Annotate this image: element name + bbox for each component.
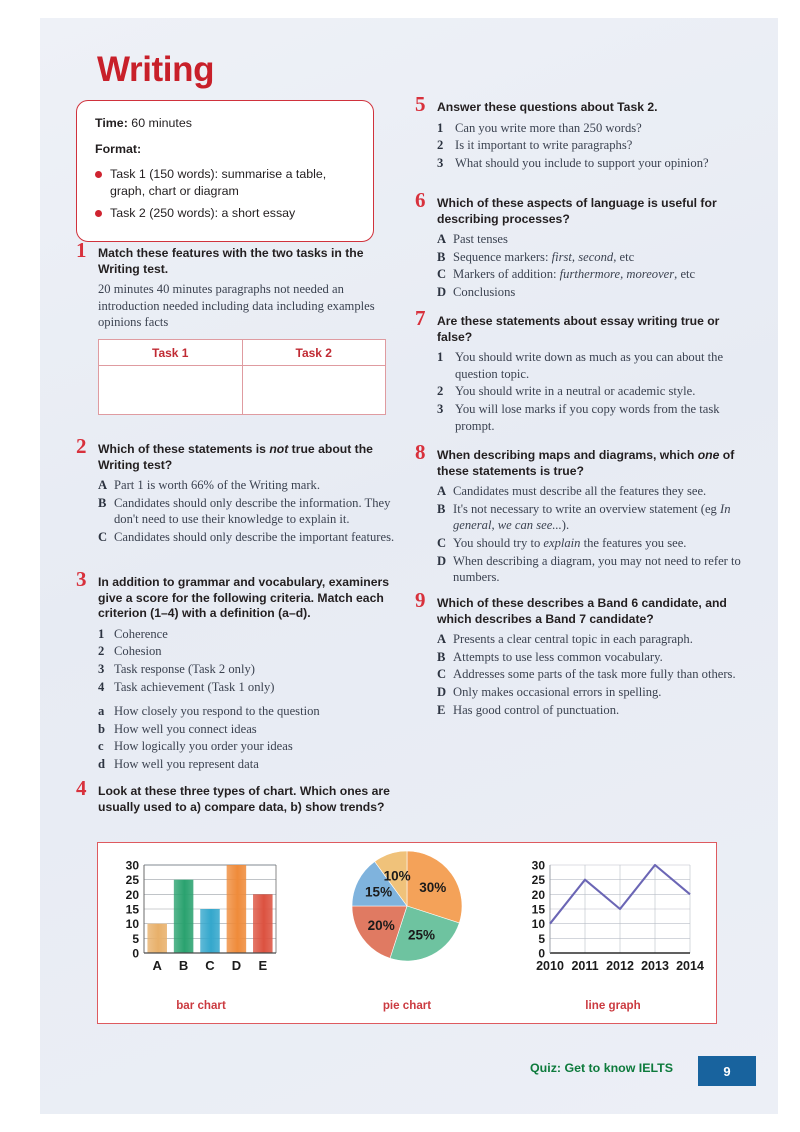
list-item[interactable]: B It's not necessary to write an overview statement (eg In general, we can see...).	[437, 501, 731, 533]
page-title: Writing	[97, 50, 215, 89]
list-item[interactable]: c How logically you order your ideas	[98, 739, 293, 754]
svg-text:2014: 2014	[676, 959, 704, 973]
question-3-criteria	[98, 626, 401, 695]
question-prompt: Which of these describes a Band 6 candidate, and which describes a Band 7 candidate?	[437, 596, 727, 626]
format-label: Format:	[95, 141, 142, 156]
question-prompt: When describing maps and diagrams, which one of these statements is true?	[437, 448, 735, 478]
line-chart-cell	[510, 843, 716, 1023]
svg-text:15: 15	[125, 902, 139, 917]
list-item: Task 1 (150 words): summarise a table, graph, chart or diagram	[95, 166, 357, 199]
pie-chart-caption: pie chart	[382, 999, 432, 1012]
answer-cell-task-1[interactable]	[99, 366, 243, 415]
pie-chart	[304, 843, 510, 993]
list-item[interactable]: 1 Coherence	[98, 626, 168, 641]
svg-text:25: 25	[531, 873, 545, 888]
svg-text:20%: 20%	[367, 917, 395, 933]
question-6-options	[437, 231, 750, 300]
svg-text:C: C	[205, 958, 215, 973]
svg-text:30: 30	[125, 858, 139, 873]
list-item[interactable]: A Candidates must describe all the features they see.	[437, 484, 707, 499]
list-item[interactable]: 1 Can you write more than 250 words?	[437, 120, 642, 135]
list-item[interactable]: D Conclusions	[437, 285, 516, 300]
page-content	[40, 18, 778, 1114]
list-item[interactable]: 3 You will lose marks if you copy words from the task prompt.	[437, 402, 720, 433]
format-bullet-list	[95, 166, 357, 221]
answer-cell-task-2[interactable]	[242, 366, 386, 415]
svg-text:10: 10	[531, 917, 545, 932]
list-item[interactable]: 2 Is it important to write paragraphs?	[437, 138, 633, 153]
question-3-definitions	[98, 703, 401, 772]
svg-text:2013: 2013	[641, 959, 669, 973]
svg-text:25: 25	[125, 873, 139, 888]
bar-chart	[98, 843, 304, 993]
list-item[interactable]: A Presents a clear central topic in each paragraph.	[437, 632, 693, 647]
bar-chart-cell	[98, 843, 304, 1023]
svg-text:15%: 15%	[365, 884, 393, 900]
question-6	[415, 188, 750, 302]
list-item[interactable]: 2 You should write in a neutral or academic style.	[437, 384, 696, 399]
svg-text:30: 30	[531, 858, 545, 873]
question-number: 8	[415, 440, 426, 464]
svg-text:10%: 10%	[383, 868, 411, 884]
question-8	[415, 440, 750, 587]
svg-text:0: 0	[132, 946, 139, 961]
question-number: 6	[415, 188, 426, 212]
question-7-items	[437, 349, 750, 434]
question-number: 7	[415, 306, 426, 330]
list-item: Task 2 (250 words): a short essay	[95, 205, 357, 222]
svg-text:E: E	[258, 958, 268, 973]
question-8-options	[437, 483, 750, 586]
page-number-badge: 9	[698, 1056, 756, 1086]
svg-text:25%: 25%	[407, 927, 435, 943]
time-label: Time:	[95, 116, 128, 130]
exam-info-box	[76, 100, 374, 242]
svg-text:20: 20	[125, 887, 139, 902]
svg-text:5: 5	[538, 931, 545, 946]
list-item[interactable]: 3 Task response (Task 2 only)	[98, 662, 255, 677]
list-item[interactable]: C Markers of addition: furthermore, moreover, etc	[437, 267, 696, 282]
table-header-task-2: Task 2	[242, 340, 386, 366]
question-prompt: Look at these three types of chart. Which ones are usually used to a) compare data, b) show trends?	[98, 784, 390, 814]
svg-text:5: 5	[132, 931, 139, 946]
question-prompt: Which of these aspects of language is useful for describing processes?	[437, 196, 717, 226]
question-prompt: Are these statements about essay writing true or false?	[437, 314, 720, 344]
question-prompt: Which of these statements is not true about the Writing test?	[98, 442, 373, 472]
svg-text:D: D	[231, 958, 242, 973]
list-item[interactable]: C Candidates should only describe the important features.	[98, 530, 395, 545]
table-row	[99, 366, 386, 415]
time-value: 60 minutes	[131, 116, 192, 130]
question-number: 2	[76, 434, 87, 458]
svg-text:2012: 2012	[606, 959, 634, 973]
question-1	[76, 238, 401, 415]
question-9	[415, 588, 750, 719]
question-prompt: Answer these questions about Task 2.	[437, 100, 658, 114]
question-prompt: In addition to grammar and vocabulary, examiners give a score for the following criteria. Match each criterion (1–4) with a definition (a–d).	[98, 575, 389, 621]
question-number: 9	[415, 588, 426, 612]
list-item[interactable]: A Past tenses	[437, 232, 508, 247]
list-item[interactable]: D Only makes occasional errors in spelling.	[437, 685, 662, 700]
list-item[interactable]: E Has good control of punctuation.	[437, 702, 620, 717]
list-item[interactable]: A Part 1 is worth 66% of the Writing mark.	[98, 478, 320, 493]
list-item[interactable]: B Sequence markers: first, second, etc	[437, 249, 635, 264]
question-5-items	[437, 120, 750, 172]
list-item[interactable]: d How well you represent data	[98, 757, 259, 772]
list-item[interactable]: D When describing a diagram, you may not need to refer to numbers.	[437, 553, 741, 585]
list-item[interactable]: B Attempts to use less common vocabulary.	[437, 649, 663, 664]
question-5	[415, 92, 750, 172]
svg-text:10: 10	[125, 917, 139, 932]
svg-text:20: 20	[531, 887, 545, 902]
question-2-options	[98, 477, 401, 545]
svg-text:2010: 2010	[536, 959, 564, 973]
question-number: 1	[76, 238, 87, 262]
line-graph	[510, 843, 716, 993]
question-9-options	[437, 631, 750, 718]
table-row	[99, 340, 386, 366]
question-2	[76, 434, 401, 547]
svg-text:0: 0	[538, 946, 545, 961]
bar-chart-caption: bar chart	[176, 999, 226, 1012]
table-header-task-1: Task 1	[99, 340, 243, 366]
task-match-table[interactable]	[98, 339, 386, 415]
footer-section-label: Quiz: Get to know IELTS	[530, 1061, 673, 1075]
chart-examples-panel	[97, 842, 717, 1024]
question-number: 5	[415, 92, 426, 116]
question-1-features: 20 minutes 40 minutes paragraphs not needed an introduction needed including data including examples opinions facts	[98, 282, 375, 329]
question-prompt: Match these features with the two tasks in the Writing test.	[98, 246, 364, 276]
list-item[interactable]: b How well you connect ideas	[98, 721, 257, 736]
question-3	[76, 567, 401, 774]
list-item[interactable]: C You should try to explain the features you see.	[437, 536, 687, 551]
question-7	[415, 306, 750, 435]
svg-text:15: 15	[531, 902, 545, 917]
list-item[interactable]: 3 What should you include to support your opinion?	[437, 155, 709, 170]
time-line	[95, 115, 357, 132]
pie-chart-cell	[304, 843, 510, 1023]
list-item[interactable]: 1 You should write down as much as you can about the question topic.	[437, 350, 724, 381]
list-item[interactable]: C Addresses some parts of the task more fully than others.	[437, 667, 736, 682]
list-item[interactable]: B Candidates should only describe the information. They don't need to use their knowledge to explain it.	[98, 495, 391, 527]
svg-text:2011: 2011	[571, 959, 599, 973]
line-chart-caption: line graph	[585, 999, 641, 1012]
list-item[interactable]: 4 Task achievement (Task 1 only)	[98, 679, 275, 694]
list-item[interactable]: a How closely you respond to the question	[98, 704, 320, 719]
list-item[interactable]: 2 Cohesion	[98, 644, 162, 659]
svg-text:30%: 30%	[419, 880, 447, 896]
svg-text:A: A	[152, 958, 162, 973]
svg-text:B: B	[178, 958, 189, 973]
question-number: 4	[76, 776, 87, 800]
question-number: 3	[76, 567, 87, 591]
question-4	[76, 776, 406, 819]
